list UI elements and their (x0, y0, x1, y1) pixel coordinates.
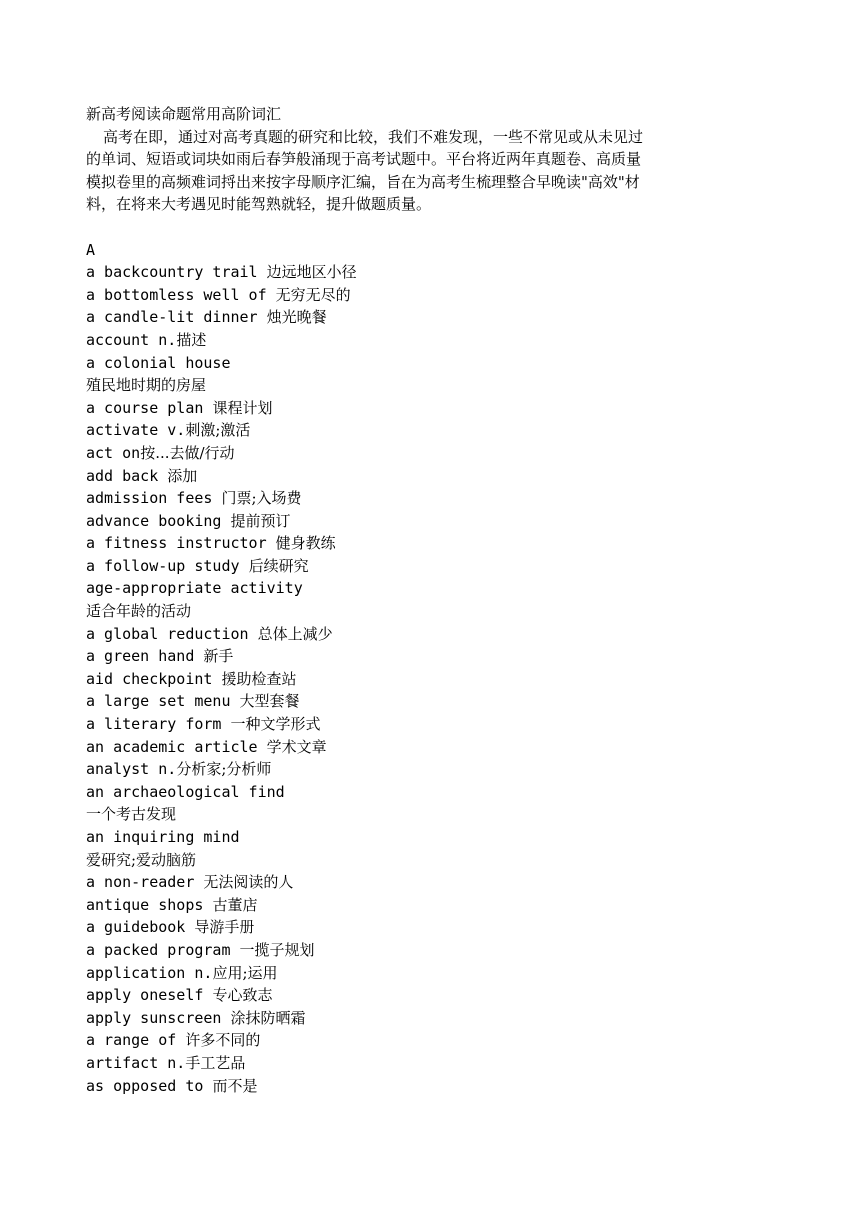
vocab-entry (86, 465, 746, 488)
vocab-entry (86, 419, 746, 442)
vocab-gloss: 一揽子规划 (239, 940, 315, 959)
vocab-gloss: 添加 (167, 466, 198, 485)
vocab-gloss: 总体上减少 (257, 624, 333, 643)
vocab-gloss: 健身教练 (275, 534, 336, 553)
vocab-term: a range of (86, 1031, 186, 1050)
vocab-term: a colonial house (86, 353, 231, 372)
vocab-entry (86, 532, 746, 555)
intro-line: 模拟卷里的高频难词捋出来按字母顺序汇编，旨在为高考生梳理整合早晚读"高效"材 (86, 172, 640, 191)
vocab-gloss: 一个考古发现 (86, 805, 177, 824)
vocab-term: a non-reader (86, 873, 204, 892)
vocab-gloss: 提前预订 (230, 511, 291, 530)
vocab-entry (86, 962, 746, 985)
vocab-term: a course plan (86, 398, 213, 417)
vocab-term: activate v. (86, 421, 186, 440)
vocab-term: a backcountry trail (86, 263, 267, 282)
vocab-term: an archaeological find (86, 782, 285, 801)
vocab-gloss: 新手 (203, 647, 234, 666)
vocab-term: add back (86, 466, 168, 485)
vocab-term: apply oneself (86, 986, 213, 1005)
blank-line (86, 216, 746, 239)
vocab-entry (86, 894, 746, 917)
document-page (86, 103, 746, 1097)
vocab-entry (86, 374, 746, 397)
vocab-entry (86, 690, 746, 713)
vocab-gloss: 许多不同的 (185, 1031, 261, 1050)
vocab-gloss: 专心致志 (212, 986, 273, 1005)
vocab-entry (86, 736, 746, 759)
vocab-gloss: 边远地区小径 (266, 263, 357, 282)
vocab-entry (86, 871, 746, 894)
vocab-term: a literary form (86, 715, 231, 734)
vocab-gloss: 描述 (176, 330, 207, 349)
vocab-entry (86, 623, 746, 646)
vocab-entry (86, 758, 746, 781)
vocab-entry (86, 306, 746, 329)
vocab-term: account n. (86, 330, 177, 349)
vocab-gloss: 导游手册 (194, 918, 255, 937)
vocab-gloss: 按...去做/行动 (140, 443, 235, 462)
vocab-gloss: 涂抹防晒霜 (230, 1008, 306, 1027)
document-title: 新高考阅读命题常用高阶词汇 (86, 105, 282, 123)
vocab-entry (86, 939, 746, 962)
vocab-gloss: 后续研究 (248, 556, 309, 575)
vocab-entry (86, 984, 746, 1007)
vocab-gloss: 无法阅读的人 (203, 873, 294, 892)
vocab-gloss: 手工艺品 (185, 1053, 246, 1072)
vocab-entry (86, 397, 746, 420)
vocab-gloss: 烛光晚餐 (266, 308, 327, 327)
vocab-term: application n. (86, 963, 213, 982)
vocab-entry (86, 803, 746, 826)
intro-line: 的单词、短语或词块如雨后春笋般涌现于高考试题中。平台将近两年真题卷、高质量 (86, 150, 642, 169)
vocab-gloss: 殖民地时期的房屋 (86, 376, 207, 395)
vocab-gloss: 无穷无尽的 (275, 285, 351, 304)
vocab-term: apply sunscreen (86, 1008, 231, 1027)
vocab-entry (86, 510, 746, 533)
vocab-entry (86, 713, 746, 736)
vocab-gloss: 适合年龄的活动 (86, 602, 192, 621)
vocab-entry (86, 645, 746, 668)
vocab-gloss: 援助检查站 (221, 669, 297, 688)
vocab-term: a follow-up study (86, 556, 249, 575)
vocab-gloss: 大型套餐 (239, 692, 300, 711)
vocab-term: advance booking (86, 511, 231, 530)
vocab-entry (86, 600, 746, 623)
vocab-gloss: 应用;运用 (212, 963, 278, 982)
vocab-entry (86, 577, 746, 600)
vocab-term: an inquiring mind (86, 828, 240, 846)
vocab-entry (86, 668, 746, 691)
vocab-entry (86, 555, 746, 578)
vocab-entry (86, 781, 746, 804)
vocab-entry (86, 826, 746, 849)
vocab-gloss: 古董店 (212, 895, 258, 914)
vocab-entry (86, 487, 746, 510)
vocab-entry (86, 261, 746, 284)
vocab-entry (86, 1007, 746, 1030)
vocab-entry (86, 442, 746, 465)
vocab-term: a large set menu (86, 692, 240, 711)
vocab-term: a fitness instructor (86, 534, 276, 553)
vocab-term: analyst n. (86, 760, 177, 779)
vocab-gloss: 门票;入场费 (221, 489, 302, 508)
vocab-entry (86, 1075, 746, 1098)
vocab-entry (86, 849, 746, 872)
vocab-term: antique shops (86, 895, 213, 914)
vocab-gloss: 刺激;激活 (185, 421, 251, 440)
intro-paragraph (86, 126, 746, 216)
vocab-entry (86, 352, 746, 375)
vocab-term: admission fees (86, 489, 222, 508)
vocab-term: a global reduction (86, 624, 258, 643)
vocab-entry (86, 916, 746, 939)
vocab-term: artifact n. (86, 1053, 186, 1072)
vocab-term: act on (86, 443, 141, 462)
intro-line: 料，在将来大考遇见时能驾熟就轻，提升做题质量。 (86, 195, 432, 214)
section-letter: A (86, 240, 96, 259)
vocab-gloss: 爱研究;爱动脑筋 (86, 850, 197, 869)
intro-line: 高考在即，通过对高考真题的研究和比较，我们不难发现，一些不常见或从未见过 (103, 127, 644, 146)
vocab-term: an academic article (86, 737, 267, 756)
vocab-term: a guidebook (86, 918, 195, 937)
vocab-term: a candle-lit dinner (86, 308, 267, 327)
vocab-gloss: 学术文章 (266, 737, 327, 756)
vocab-term: a packed program (86, 940, 240, 959)
vocab-entry (86, 284, 746, 307)
vocab-entry (86, 1052, 746, 1075)
vocab-gloss: 课程计划 (212, 398, 273, 417)
vocab-gloss: 分析家;分析师 (176, 760, 272, 779)
vocab-term: a bottomless well of (86, 285, 276, 304)
vocab-gloss: 而不是 (212, 1076, 258, 1095)
vocab-term: age-appropriate activity (86, 579, 303, 598)
vocabulary-list (86, 261, 746, 1097)
vocab-entry (86, 329, 746, 352)
vocab-term: as opposed to (86, 1076, 213, 1095)
vocab-gloss: 一种文学形式 (230, 715, 321, 734)
vocab-term: a green hand (86, 647, 204, 666)
vocab-term: aid checkpoint (86, 669, 222, 688)
vocab-entry (86, 1029, 746, 1052)
